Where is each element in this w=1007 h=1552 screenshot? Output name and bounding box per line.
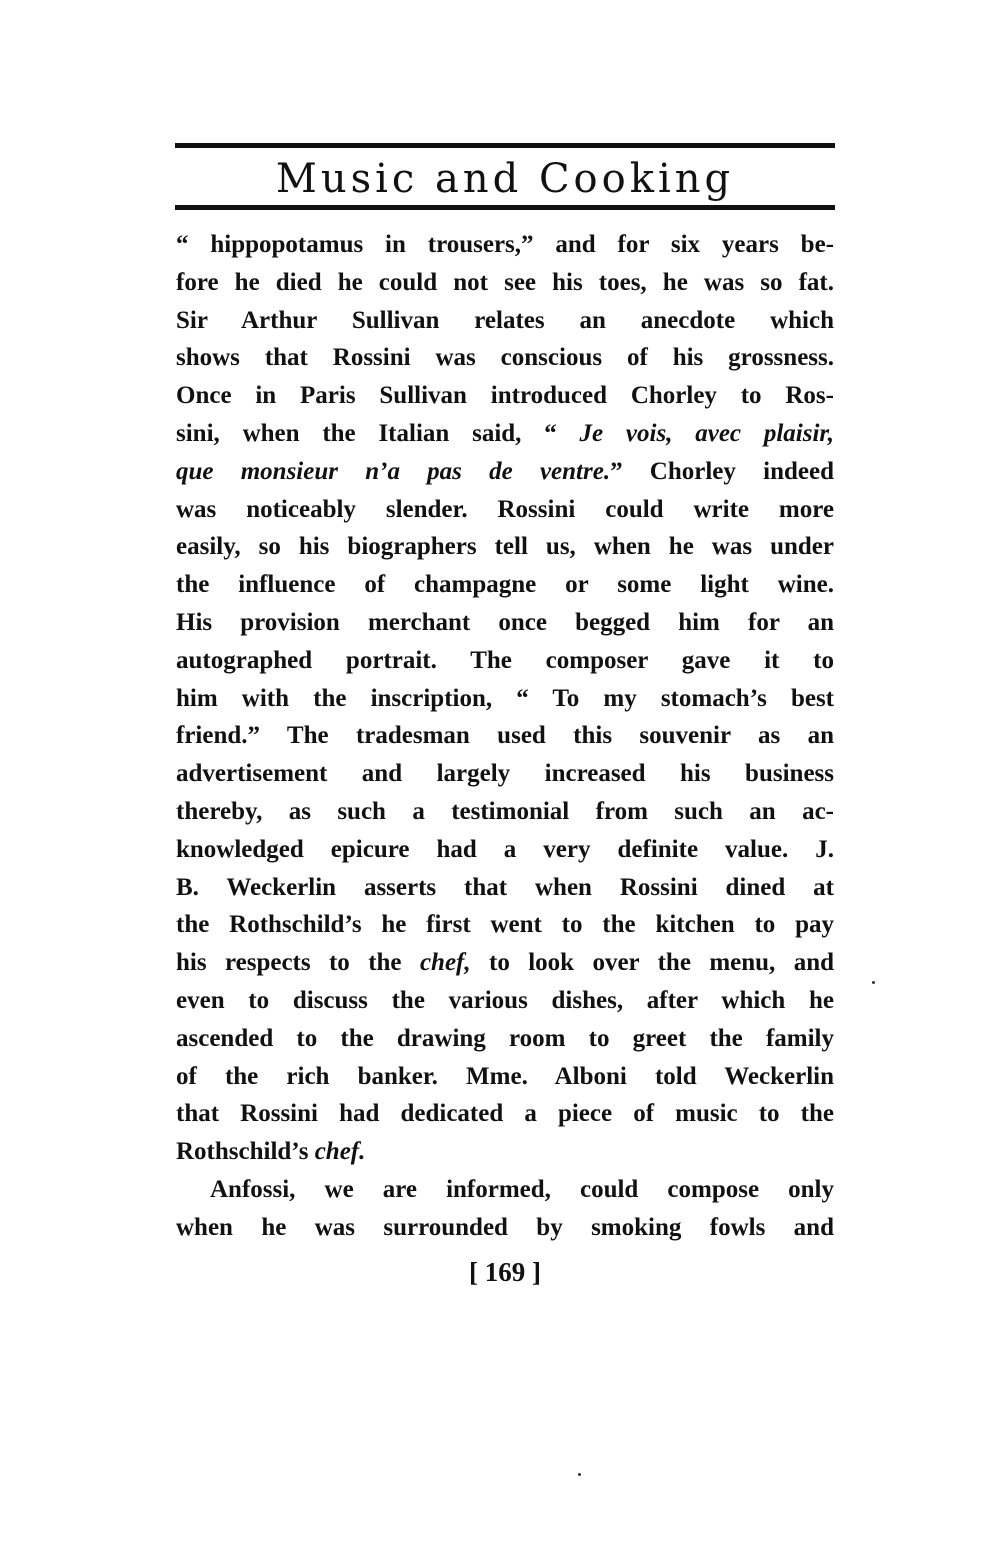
text-run: autographed portrait. The composer gave it to: [176, 646, 834, 674]
text-line: [176, 906, 834, 944]
text-run: easily, so his biographers tell us, when he was under: [176, 533, 834, 561]
text-line: [176, 1171, 834, 1209]
text-line: [176, 491, 834, 529]
italic-phrase: que monsieur n’a pas de ventre.: [176, 457, 611, 485]
text-line: [176, 982, 834, 1020]
text-line: [176, 528, 834, 566]
running-head: Music and Cooking: [275, 156, 735, 202]
text-run: when he was surrounded by smoking fowls and: [176, 1213, 834, 1241]
header-rule-top: [175, 143, 835, 148]
text-line: [176, 642, 834, 680]
text-run: his respects to the: [176, 949, 420, 977]
text-run: “ hippopotamus in trousers,” and for six years be-: [176, 231, 834, 258]
text-run: him with the inscription, “ To my stomach’s best: [176, 684, 834, 712]
text-line: [176, 831, 834, 869]
text-line: [176, 377, 834, 415]
text-line: [176, 566, 834, 604]
text-run: knowledged epicure had a very definite value. J.: [176, 835, 834, 863]
text-run: was noticeably slender. Rossini could write more: [176, 495, 834, 523]
scan-speck: [872, 981, 875, 984]
text-run: even to discuss the various dishes, after which he: [176, 986, 834, 1014]
text-run: to look over the menu, and: [470, 949, 834, 977]
text-line: [176, 869, 834, 907]
text-line: [176, 1095, 834, 1133]
text-line: [176, 226, 834, 264]
text-line: [176, 717, 834, 755]
text-run: the Rothschild’s he first went to the kitchen to pay: [176, 911, 834, 939]
italic-phrase: chef,: [419, 949, 471, 977]
body-text: [176, 226, 834, 1247]
text-run: sini, when the Italian said, “: [176, 419, 580, 447]
text-line: [176, 264, 834, 302]
text-run: that Rossini had dedicated a piece of music to the: [176, 1100, 834, 1128]
italic-phrase: Je vois, avec plaisir,: [579, 419, 834, 447]
text-run: the influence of champagne or some light wine.: [176, 571, 834, 599]
text-line: [176, 415, 834, 453]
italic-phrase: chef.: [314, 1138, 366, 1166]
text-run: ” Chorley indeed: [610, 457, 834, 485]
text-line: [176, 339, 834, 377]
header-rule-bottom: [175, 205, 835, 210]
text-run: of the rich banker. Mme. Alboni told Weckerlin: [176, 1062, 834, 1090]
text-line: [176, 1133, 834, 1171]
text-line: [176, 755, 834, 793]
text-run: ascended to the drawing room to greet the family: [176, 1024, 834, 1052]
text-run: fore he died he could not see his toes, he was so fat.: [176, 268, 834, 296]
page-number: [ 169 ]: [469, 1257, 541, 1287]
text-run: thereby, as such a testimonial from such an ac-: [176, 797, 834, 825]
text-line: [176, 1209, 834, 1247]
text-run: shows that Rossini was conscious of his grossness.: [176, 344, 834, 372]
text-run: friend.” The tradesman used this souvenir as an: [176, 722, 834, 750]
text-line: [176, 453, 834, 491]
text-run: His provision merchant once begged him for an: [176, 608, 834, 636]
text-run: advertisement and largely increased his business: [176, 760, 834, 788]
scan-speck: [578, 1473, 581, 1476]
text-run: B. Weckerlin asserts that when Rossini dined at: [176, 873, 834, 901]
text-line: [176, 944, 834, 982]
text-run: Once in Paris Sullivan introduced Chorley to Ros-: [176, 382, 834, 410]
text-line: [176, 1058, 834, 1096]
text-line: [176, 1020, 834, 1058]
text-run: Rothschild’s: [176, 1138, 315, 1166]
text-line: [176, 680, 834, 718]
text-line: [176, 302, 834, 340]
text-run: Anfossi, we are informed, could compose only: [210, 1175, 834, 1203]
text-line: [176, 604, 834, 642]
text-line: [176, 793, 834, 831]
text-run: Sir Arthur Sullivan relates an anecdote which: [176, 306, 834, 334]
